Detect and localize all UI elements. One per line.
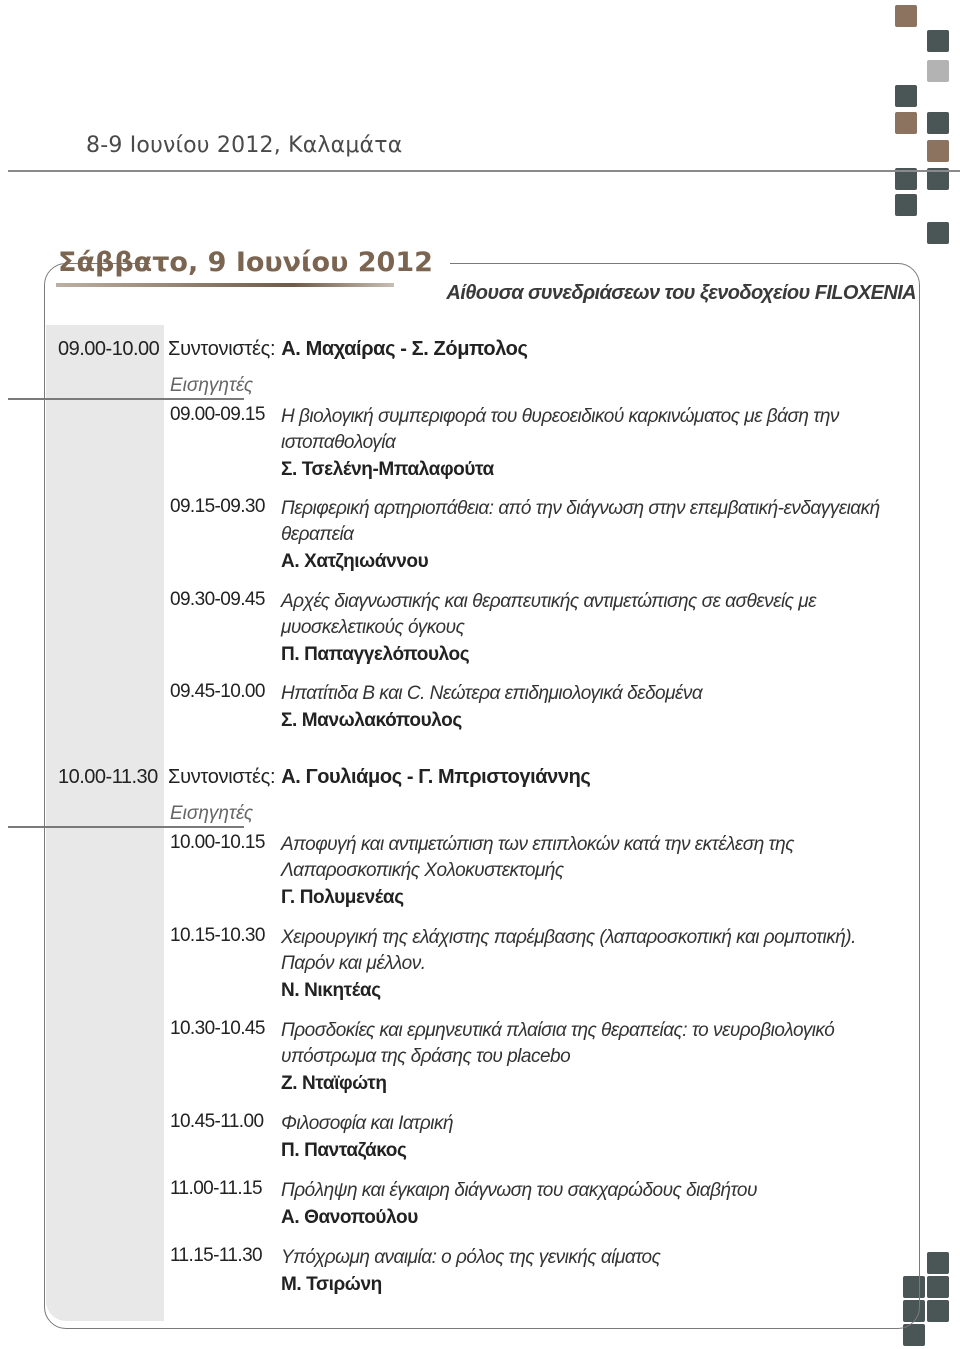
chairs-label: Συντονιστές:	[168, 766, 276, 788]
talk-item	[170, 589, 910, 669]
talk-title: Υπόχρωμη αναιμία: ο ρόλος της γενικής αίματος	[281, 1247, 661, 1268]
talk-speaker: Ν. Νικητέας	[281, 980, 381, 1001]
day-title-underline	[56, 283, 394, 287]
header-rule	[8, 170, 960, 172]
decorative-square	[927, 140, 949, 162]
talk-item	[170, 1111, 910, 1165]
talk-title: Αποφυγή και αντιμετώπιση των επιπλοκών κατά την εκτέλεση της Λαπαροσκοπικής Χολοκυστεκτομής	[281, 834, 794, 881]
talk-item	[170, 1018, 910, 1098]
session-time: 10.00-11.30	[58, 766, 158, 788]
talk-speaker: Ζ. Νταϊφώτη	[281, 1073, 387, 1094]
decorative-square	[895, 85, 917, 107]
speakers-label: Εισηγητές	[170, 375, 254, 396]
session-header	[58, 338, 528, 361]
talk-item	[170, 681, 910, 735]
decorative-square	[927, 1276, 949, 1298]
talk-speaker: Σ. Τσελένη-Μπαλαφούτα	[281, 459, 494, 480]
speakers-rule-1	[8, 398, 244, 400]
decorative-square	[895, 5, 917, 27]
talk-time: 09.00-09.15	[170, 404, 265, 425]
talk-speaker: Π. Παπαγγελόπουλος	[281, 644, 470, 665]
decorative-square	[927, 222, 949, 244]
speakers-label: Εισηγητές	[170, 803, 254, 824]
talk-speaker: Σ. Μανωλακόπουλος	[281, 710, 462, 731]
chairs-names: Α. Μαχαίρας - Σ. Ζόμπολος	[281, 338, 528, 360]
venue: Αίθουσα συνεδριάσεων του ξενοδοχείου FILOXENIA	[446, 282, 916, 304]
session-time: 09.00-10.00	[58, 338, 160, 360]
header-date-place: 8-9 Ιουνίου 2012, Καλαμάτα	[86, 133, 403, 158]
time-column-band	[46, 325, 164, 1321]
decorative-square	[927, 60, 949, 82]
talk-title: Αρχές διαγνωστικής και θεραπευτικής αντιμετώπισης σε ασθενείς με μυοσκελετικούς όγκους	[281, 591, 816, 638]
talk-time: 11.15-11.30	[170, 1245, 262, 1266]
decorative-square	[927, 1252, 949, 1274]
talk-item	[170, 1245, 910, 1299]
talk-time: 10.15-10.30	[170, 925, 265, 946]
talk-item	[170, 404, 910, 484]
talk-time: 09.15-09.30	[170, 496, 265, 517]
talk-speaker: Μ. Τσιρώνη	[281, 1274, 382, 1295]
decorative-square	[927, 112, 949, 134]
chairs-label: Συντονιστές:	[168, 338, 276, 360]
talk-speaker: Α. Θανοπούλου	[281, 1207, 418, 1228]
talk-time: 10.00-10.15	[170, 832, 265, 853]
talk-speaker: Γ. Πολυμενέας	[281, 887, 404, 908]
talk-item	[170, 496, 910, 576]
talk-title: Προσδοκίες και ερμηνευτικά πλαίσια της θεραπείας: το νευροβιολογικό υπόστρωμα της δράσης του placebo	[281, 1020, 835, 1067]
speakers-rule-2	[8, 826, 244, 828]
talk-item	[170, 925, 910, 1005]
day-title: Σάββατο, 9 Ιουνίου 2012	[58, 247, 433, 278]
talk-speaker: Α. Χατζηιωάννου	[281, 551, 429, 572]
decorative-square	[927, 30, 949, 52]
talk-title: Περιφερική αρτηριοπάθεια: από την διάγνωση στην επεμβατική-ενδαγγειακή θεραπεία	[281, 498, 880, 545]
session-header	[58, 766, 590, 789]
talk-title: Η βιολογική συμπεριφορά του θυρεοειδικού καρκινώματος με βάση την ιστοπαθολογία	[281, 406, 839, 453]
talk-title: Χειρουργική της ελάχιστης παρέμβασης (λαπαροσκοπική και ρομποτική). Παρόν και μέλλον.	[281, 927, 856, 974]
decorative-square	[927, 1300, 949, 1322]
talk-speaker: Π. Πανταζάκος	[281, 1140, 407, 1161]
decorative-square	[895, 112, 917, 134]
talk-time: 09.45-10.00	[170, 681, 265, 702]
talk-title: Ηπατίτιδα Β και C. Νεώτερα επιδημιολογικά δεδομένα	[281, 683, 703, 704]
talk-item	[170, 832, 910, 912]
talk-time: 11.00-11.15	[170, 1178, 262, 1199]
talk-time: 09.30-09.45	[170, 589, 265, 610]
chairs-names: Α. Γουλιάμος - Γ. Μπριστογιάννης	[281, 766, 591, 788]
talk-item	[170, 1178, 910, 1232]
talk-time: 10.45-11.00	[170, 1111, 264, 1132]
talk-title: Φιλοσοφία και Ιατρική	[281, 1113, 454, 1134]
decorative-square	[895, 194, 917, 216]
talk-time: 10.30-10.45	[170, 1018, 265, 1039]
talk-title: Πρόληψη και έγκαιρη διάγνωση του σακχαρώδους διαβήτου	[281, 1180, 757, 1201]
